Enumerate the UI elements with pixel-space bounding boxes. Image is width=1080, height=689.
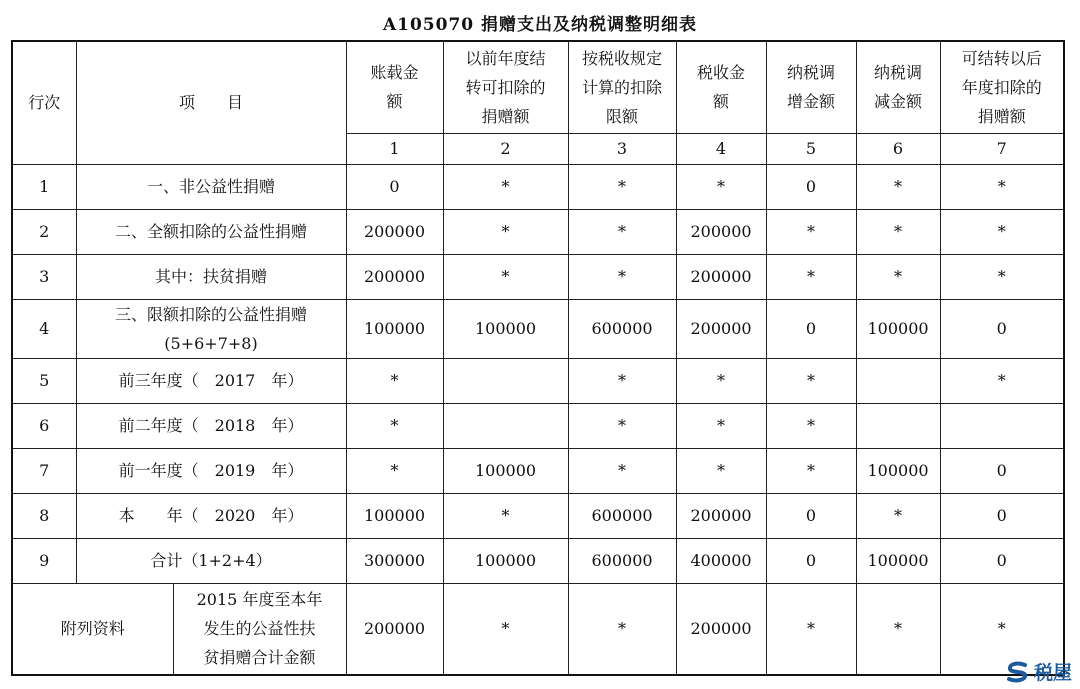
cell-col-1: * xyxy=(346,358,443,403)
cell-col-4: * xyxy=(676,448,766,493)
cell-col-2: 100000 xyxy=(443,299,568,358)
cell-col-2: * xyxy=(443,254,568,299)
cell-col-1: 200000 xyxy=(346,209,443,254)
header-col-2-line: 转可扣除的 xyxy=(465,77,546,97)
header-col-2-line: 以前年度结 xyxy=(465,48,546,68)
cell-col-1: 300000 xyxy=(346,538,443,583)
table-row xyxy=(12,538,1064,583)
appendix-row xyxy=(12,583,1064,675)
cell-col-2: * xyxy=(443,493,568,538)
row-number: 7 xyxy=(12,448,76,493)
cell-col-3: * xyxy=(568,164,676,209)
cell-col-3: 600000 xyxy=(568,538,676,583)
cell-col-7: * xyxy=(940,254,1064,299)
row-item-label: 本 年（ 2020 年） xyxy=(76,493,346,538)
cell-col-6: * xyxy=(856,164,940,209)
table-row xyxy=(12,254,1064,299)
cell-col-3: 600000 xyxy=(568,493,676,538)
cell-col-7: 0 xyxy=(940,299,1064,358)
header-col-1 xyxy=(346,41,443,133)
header-col-1-line: 额 xyxy=(386,92,403,112)
cell-col-5: 0 xyxy=(766,493,856,538)
header-col-4-line: 税收金 xyxy=(697,63,746,83)
cell-col-1: 100000 xyxy=(346,493,443,538)
header-col-5-line: 纳税调 xyxy=(787,63,836,83)
appendix-label: 附列资料 xyxy=(12,583,173,675)
cell-col-6: 100000 xyxy=(856,448,940,493)
row-item-label: 一、非公益性捐赠 xyxy=(76,164,346,209)
header-col-2 xyxy=(443,41,568,133)
row-item-label: 二、全额扣除的公益性捐赠 xyxy=(76,209,346,254)
appendix-description-line: 2015 年度至本年 xyxy=(196,590,323,610)
donation-table xyxy=(11,40,1065,676)
col-number-7: 7 xyxy=(940,133,1064,164)
col-number-2: 2 xyxy=(443,133,568,164)
row-number: 4 xyxy=(12,299,76,358)
cell-col-1: 100000 xyxy=(346,299,443,358)
row-number: 1 xyxy=(12,164,76,209)
cell-col-3: * xyxy=(568,358,676,403)
cell-col-7: * xyxy=(940,358,1064,403)
cell-col-4: * xyxy=(676,358,766,403)
cell-col-4: 200000 xyxy=(676,493,766,538)
cell-col-5: 0 xyxy=(766,299,856,358)
cell-col-3: * xyxy=(568,254,676,299)
cell-col-1: 200000 xyxy=(346,254,443,299)
appendix-cell-col-2: * xyxy=(443,583,568,675)
cell-col-5: 0 xyxy=(766,538,856,583)
cell-col-5: * xyxy=(766,254,856,299)
cell-col-6: * xyxy=(856,493,940,538)
cell-col-1: * xyxy=(346,448,443,493)
table-row xyxy=(12,448,1064,493)
appendix-description-line: 贫捐赠合计金额 xyxy=(203,648,316,668)
cell-col-5: * xyxy=(766,209,856,254)
header-col-5 xyxy=(766,41,856,133)
row-number: 6 xyxy=(12,403,76,448)
cell-col-2 xyxy=(443,358,568,403)
col-number-6: 6 xyxy=(856,133,940,164)
appendix-cell-col-7: * xyxy=(940,583,1064,675)
header-row xyxy=(12,41,1064,133)
header-col-7 xyxy=(940,41,1064,133)
cell-col-6: 100000 xyxy=(856,538,940,583)
header-col-6 xyxy=(856,41,940,133)
cell-col-2: * xyxy=(443,209,568,254)
cell-col-6: 100000 xyxy=(856,299,940,358)
row-item-label: 前一年度（ 2019 年） xyxy=(76,448,346,493)
cell-col-4: * xyxy=(676,164,766,209)
cell-col-3: * xyxy=(568,403,676,448)
appendix-cell-col-1: 200000 xyxy=(346,583,443,675)
watermark-text: 税屋 xyxy=(1033,662,1072,684)
table-row xyxy=(12,358,1064,403)
row-item-label xyxy=(76,299,346,358)
shuiwu-s-logo-icon xyxy=(1005,661,1031,683)
row-number: 9 xyxy=(12,538,76,583)
appendix-description-line: 发生的公益性扶 xyxy=(203,619,316,639)
row-number: 5 xyxy=(12,358,76,403)
row-item-label: 合计（1+2+4） xyxy=(76,538,346,583)
cell-col-3: * xyxy=(568,448,676,493)
cell-col-4: 200000 xyxy=(676,254,766,299)
table-row xyxy=(12,493,1064,538)
col-number-4: 4 xyxy=(676,133,766,164)
row-number: 2 xyxy=(12,209,76,254)
cell-col-6 xyxy=(856,358,940,403)
cell-col-7: 0 xyxy=(940,538,1064,583)
header-col-4-line: 额 xyxy=(713,92,730,112)
header-col-5-line: 增金额 xyxy=(787,92,836,112)
cell-col-7: 0 xyxy=(940,493,1064,538)
appendix-cell-col-4: 200000 xyxy=(676,583,766,675)
header-col-1-line: 账载金 xyxy=(370,63,419,83)
cell-col-2: 100000 xyxy=(443,538,568,583)
col-number-3: 3 xyxy=(568,133,676,164)
col-number-5: 5 xyxy=(766,133,856,164)
header-col-4 xyxy=(676,41,766,133)
cell-col-6: * xyxy=(856,209,940,254)
row-number: 3 xyxy=(12,254,76,299)
cell-col-2: * xyxy=(443,164,568,209)
header-col-7-line: 年度扣除的 xyxy=(961,77,1042,97)
appendix-description xyxy=(173,583,346,675)
appendix-cell-col-3: * xyxy=(568,583,676,675)
cell-col-3: * xyxy=(568,209,676,254)
cell-col-7: * xyxy=(940,164,1064,209)
appendix-cell-col-5: * xyxy=(766,583,856,675)
cell-col-4: * xyxy=(676,403,766,448)
row-item-label: 前二年度（ 2018 年） xyxy=(76,403,346,448)
header-row-no: 行次 xyxy=(12,41,76,164)
cell-col-3: 600000 xyxy=(568,299,676,358)
cell-col-2: 100000 xyxy=(443,448,568,493)
row-number: 8 xyxy=(12,493,76,538)
col-number-1: 1 xyxy=(346,133,443,164)
header-col-7-line: 捐赠额 xyxy=(977,106,1026,126)
cell-col-7: 0 xyxy=(940,448,1064,493)
cell-col-1: 0 xyxy=(346,164,443,209)
cell-col-4: 200000 xyxy=(676,299,766,358)
cell-col-4: 400000 xyxy=(676,538,766,583)
row-item-line: 三、限额扣除的公益性捐赠 xyxy=(115,304,308,324)
appendix-cell-col-6: * xyxy=(856,583,940,675)
form-title: A105070 捐赠支出及纳税调整明细表 xyxy=(382,15,698,35)
header-col-7-line: 可结转以后 xyxy=(961,48,1042,68)
cell-col-5: * xyxy=(766,448,856,493)
header-col-3-line: 计算的扣除 xyxy=(582,77,663,97)
table-row xyxy=(12,164,1064,209)
row-item-label: 其中：扶贫捐赠 xyxy=(76,254,346,299)
row-item-formula: (5+6+7+8) xyxy=(164,333,258,353)
header-col-6-line: 纳税调 xyxy=(874,63,923,83)
watermark-logo xyxy=(1005,658,1072,685)
cell-col-6: * xyxy=(856,254,940,299)
row-item-label: 前三年度（ 2017 年） xyxy=(76,358,346,403)
header-col-6-line: 减金额 xyxy=(874,92,923,112)
cell-col-5: 0 xyxy=(766,164,856,209)
header-col-2-line: 捐赠额 xyxy=(481,106,530,126)
cell-col-4: 200000 xyxy=(676,209,766,254)
cell-col-2 xyxy=(443,403,568,448)
cell-col-7: * xyxy=(940,209,1064,254)
cell-col-5: * xyxy=(766,403,856,448)
cell-col-5: * xyxy=(766,358,856,403)
header-col-3-line: 按税收规定 xyxy=(582,48,663,68)
header-item: 项 目 xyxy=(76,41,346,164)
cell-col-1: * xyxy=(346,403,443,448)
table-row xyxy=(12,403,1064,448)
cell-col-7 xyxy=(940,403,1064,448)
header-col-3-line: 限额 xyxy=(606,106,639,126)
table-row xyxy=(12,209,1064,254)
header-col-3 xyxy=(568,41,676,133)
table-row xyxy=(12,299,1064,358)
cell-col-6 xyxy=(856,403,940,448)
